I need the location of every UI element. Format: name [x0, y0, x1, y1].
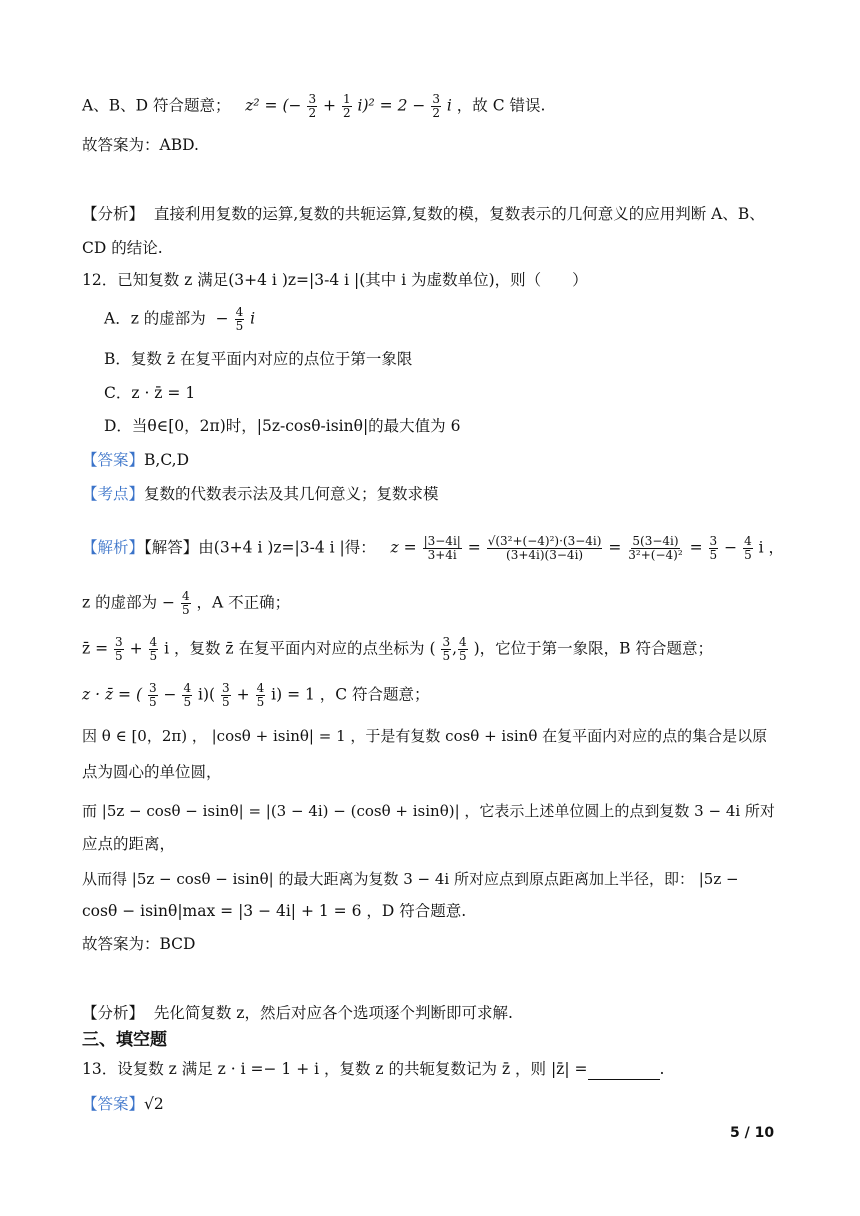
fraction: $\frac{5(3-4i)}{\text{3²+(−4)²}}$ [628, 534, 683, 562]
solution-line-5: 因 θ ∈ [0，2π) ， |cosθ + isinθ| = 1 ，于是有复数 cosθ + isinθ 在复平面内对应的点的集合是以原 [82, 727, 768, 745]
fraction: $\frac{3}{5}$ [442, 635, 451, 663]
answer-blank [588, 1063, 660, 1080]
fraction: $\frac{3}{2}$ [432, 92, 440, 120]
analysis-12: 【分析】 先化简复数 z，然后对应各个选项逐个判断即可求解. [82, 1004, 513, 1022]
solution-line-6: 点为圆心的单位圆， [82, 763, 222, 781]
section-heading-fill-in: 三、填空题 [82, 1030, 167, 1050]
solution-line-10: cosθ − isinθ|max = |3 − 4i| + 1 = 6 ，D 符合题意. [82, 902, 467, 920]
solution-line-11: 故答案为：BCD [82, 935, 196, 953]
answer-13: 【答案】√2 [82, 1095, 164, 1113]
fraction: $\frac{3}{5}$ [115, 635, 123, 663]
solution-line-8: 应点的距离， [82, 835, 176, 853]
analysis-tag: 【分析】 [82, 205, 145, 223]
knowledge-tag: 【考点】 [82, 485, 145, 503]
fraction: $\frac{4}{5}$ [744, 534, 752, 562]
solution-line-3: z̄ = $\frac{3}{5}$ + $\frac{4}{5}$ i ，复数 z̄ 在复平面内对应的点坐标为 ( $\frac{3}{5}$ , $\frac{4}{5}$ )，它位于第一象限，B 符合题意； [82, 635, 713, 663]
answer-12: 【答案】B,C,D [82, 451, 189, 469]
question-13: 13．设复数 z 满足 z · i =− 1 + i ，复数 z 的共轭复数记为 z̄ ，则 |z̄| = . [82, 1060, 665, 1078]
analysis-tag: 【分析】 [82, 1004, 145, 1022]
analysis-11-line1: 【分析】 直接利用复数的运算,复数的共轭运算,复数的模，复数表示的几何意义的应用判断 A、B、 [82, 205, 765, 223]
fraction: $\frac{4}{5}$ [183, 681, 192, 709]
answer-summary-11: 故答案为：ABD. [82, 136, 199, 154]
solution-line-9: 从而得 |5z − cosθ − isinθ| 的最大距离为复数 3 − 4i 所对应点到原点距离加上半径，即： |5z − [82, 870, 739, 888]
fraction: $\frac{4}{5}$ [149, 635, 158, 663]
fraction: $\frac{3}{5}$ [709, 534, 718, 562]
question-12: 12．已知复数 z 满足(3+4 i )z=|3-4 i |(其中 i 为虚数单位)，则（ ） [82, 271, 588, 289]
solution-line-2: z 的虚部为 − $\frac{4}{5}$ ，A 不正确； [82, 589, 291, 617]
option-b: B．复数 z̄ 在复平面内对应的点位于第一象限 [104, 350, 413, 368]
analysis-11-line2: CD 的结论. [82, 239, 163, 257]
option-d: D．当θ∈[0，2π)时，|5z-cosθ-isinθ|的最大值为 6 [104, 417, 461, 435]
fraction: $\frac{3}{2}$ [308, 92, 317, 120]
answer-tag: 【答案】 [82, 451, 145, 469]
fraction: $\frac{4}{5}$ [256, 681, 265, 709]
fraction: $\frac{3}{5}$ [222, 681, 230, 709]
fraction: $\frac{3}{5}$ [148, 681, 157, 709]
fraction: $\frac{4}{5}$ [235, 305, 244, 333]
page-number: 5 / 10 [730, 1125, 775, 1141]
fraction: $\frac{1}{2}$ [342, 92, 351, 120]
solution-line-4: z · z̄ = ( $\frac{3}{5}$ − $\frac{4}{5}$ i)( $\frac{3}{5}$ + $\frac{4}{5}$ i) = 1 ，C 符合题意； [82, 681, 430, 709]
option-c: C．z · z̄ = 1 [104, 384, 196, 402]
solution-line-1: 【解析】【解答】由(3+4 i )z=|3-4 i |得： z = $\frac{|3-4i|}{3+4i}$ = $\frac{\text{√(3²+(−4)²)·(3−4i)}}{(3+4i)(3-4i)}$ = $\frac{5(3-4i)}{\text{3²+(−4)²}}$ = $\frac{3}{5}$ − $\frac{4}{5}$ i ， [82, 534, 785, 562]
answer-tag: 【答案】 [82, 1095, 145, 1113]
fraction: $\frac{4}{5}$ [181, 589, 190, 617]
knowledge-point-12: 【考点】复数的代数表示法及其几何意义；复数求模 [82, 485, 439, 503]
solution-line-7: 而 |5z − cosθ − isinθ| = |(3 − 4i) − (cosθ + isinθ)| ，它表示上述单位圆上的点到复数 3 − 4i 所对 [82, 802, 775, 820]
solution-tag: 【解析】 [82, 538, 145, 557]
fraction: $\frac{|3-4i|}{3+4i}$ [423, 534, 461, 562]
line-abd-correct: A、B、D 符合题意； z² = (− $\frac{3}{2}$ + $\frac{1}{2}$ i)² = 2 − $\frac{3}{2}$ i ，故 C 错误. [82, 92, 546, 120]
option-a: A．z 的虚部为 − $\frac{4}{5}$ i [104, 305, 256, 333]
fraction: $\frac{\text{√(3²+(−4)²)·(3−4i)}}{(3+4i)(3-4i)}$ [487, 534, 602, 562]
fraction: $\frac{4}{5}$ [459, 635, 467, 663]
